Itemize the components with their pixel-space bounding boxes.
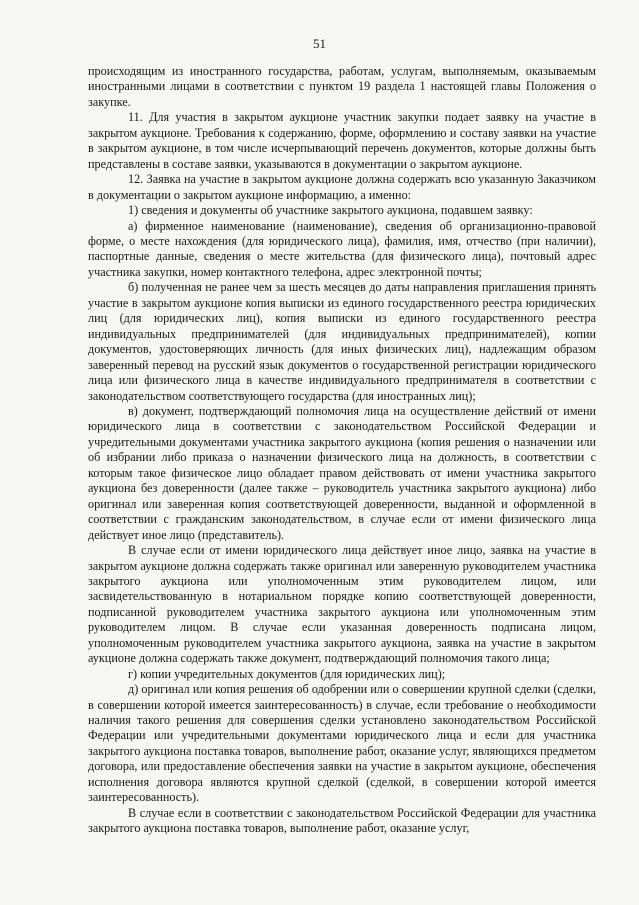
paragraph: б) полученная не ранее чем за шесть месяцев до даты направления приглашения принять участие в закрытом аукционе копия выписки из единого государственного реестра юридических лиц (для юридических лиц), копия выписки из единого государственного реестра индивидуальных предпринимателей (для индивидуальных предпринимателей), копии документов, удостоверяющих личность (для иных физических лиц), надлежащим образом заверенный перевод на русский язык документов о государственной регистрации юридического лица или физического лица в качестве индивидуального предпринимателя в соответствии с законодательством соответствующего государства (для иностранных лиц);: [88, 280, 596, 403]
page-number: 51: [313, 36, 326, 51]
paragraph: 1) сведения и документы об участнике закрытого аукциона, подавшем заявку:: [128, 203, 533, 218]
document-body: [88, 64, 596, 837]
paragraph: в) документ, подтверждающий полномочия лица на осуществление действий от имени юридического лица в соответствии с законодательством Российской Федерации и учредительными документами участника закрытого аукциона (копия решения о назначении или об избрании либо приказа о назначении физического лица на должность, в соответствии с которым такое физическое лицо обладает правом действовать от имени участника закрытого аукциона без доверенности (далее также – руководитель участника закрытого аукциона) либо оригинал или заверенная копия соответствующей доверенности, выданной и оформленной в соответствии с гражданским законодательством, в случае если от имени физического лица действует иное лицо (представитель).: [88, 403, 596, 542]
paragraph: В случае если в соответствии с законодательством Российской Федерации для участника закрытого аукциона поставка товаров, выполнение работ, оказание услуг,: [88, 805, 596, 836]
paragraph: 12. Заявка на участие в закрытом аукционе должна содержать всю указанную Заказчиком в документации о закрытом аукционе информацию, а именно:: [88, 172, 596, 202]
paragraph: а) фирменное наименование (наименование), сведения об организационно-правовой форме, о месте нахождения (для юридического лица), фамилия, имя, отчество (при наличии), паспортные данные, сведения о месте жительства (для физического лица), почтовый адрес участника закупки, номер контактного телефона, адрес электронной почты;: [88, 218, 596, 279]
paragraph: г) копии учредительных документов (для юридических лиц);: [128, 666, 446, 681]
paragraph: происходящим из иностранного государства, работам, услугам, выполняемым, оказываемым иностранными лицами в соответствии с пунктом 19 раздела 1 настоящей главы Положения о закупке.: [88, 64, 596, 109]
paragraph: В случае если от имени юридического лица действует иное лицо, заявка на участие в закрытом аукционе должна содержать также оригинал или заверенную руководителем участника закрытого аукциона или уполномоченным этим руководителем лицом, или засвидетельствованную в нотариальном порядке копию соответствующей доверенности, подписанной руководителем участника закрытого аукциона или уполномоченным этим руководителем лицом. В случае если указанная доверенность подписана лицом, уполномоченным руководителем участника закрытого аукциона, заявка на участие в закрытом аукционе должна содержать также документ, подтверждающий полномочия такого лица;: [88, 543, 596, 666]
paragraph: 11. Для участия в закрытом аукционе участник закупки подает заявку на участие в закрытом аукционе. Требования к содержанию, форме, оформлению и составу заявки на участие в закрытом аукционе, в том числе исчерпывающий перечень документов, которые должны быть представлены в составе заявки, указываются в документации о закрытом аукционе.: [88, 110, 596, 171]
paragraph: д) оригинал или копия решения об одобрении или о совершении крупной сделки (сделки, в совершении которой имеется заинтересованность) в случае, если требование о необходимости наличия такого решения для совершения сделки установлено законодательством Российской Федерации или учредительными документами юридического лица и если для участника закрытого аукциона поставка товаров, выполнение работ, оказание услуг, являющихся предметом договора, или предоставление обеспечения заявки на участие в закрытом аукционе, обеспечения исполнения договора являются крупной сделкой (сделкой, в совершении которой имеется заинтересованность).: [88, 682, 596, 805]
